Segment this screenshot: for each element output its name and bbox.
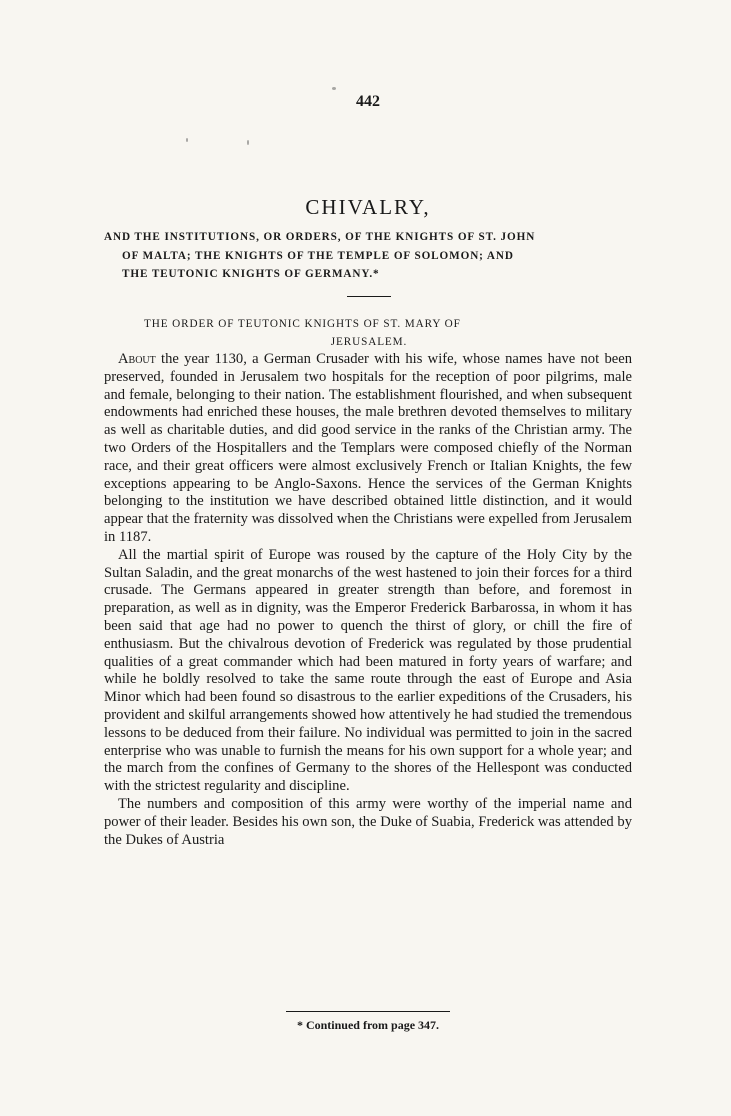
chapter-subtitle [104, 228, 632, 284]
paragraph-text: the year 1130, a German Crusader with his wife, whose names have not been preserved, founded in Jerusalem two hospitals for the reception of poor pilgrims, male and female, belonging to their nation. The establishment flourished, and when subsequent endowments had enriched these houses, the male brethren devoted themselves to military as well as charitable duties, and did good service in the ranks of the Christian army. The two Orders of the Hospitallers and the Templars were composed chiefly of the Norman race, and their great officers were almost exclusively French or Italian Knights, the few exceptions appearing to be Anglo-Saxons. Hence the services of the German Knights belonging to the institution we have described obtained little distinction, and it would appear that the fraternity was dissolved when the Christians were expelled from Jerusalem in 1187. [104, 351, 632, 545]
paragraph-lead: About [118, 351, 156, 367]
paragraph [104, 796, 632, 849]
subtitle-line: THE TEUTONIC KNIGHTS OF GERMANY.* [122, 268, 380, 280]
paragraph-text: The numbers and composition of this army were worthy of the imperial name and power of their leader. Besides his own son, the Duke of Suabia, Frederick was attended by the Dukes of Austria [104, 795, 632, 848]
subtitle-line: AND THE INSTITUTIONS, OR ORDERS, OF THE KNIGHTS OF ST. JOHN [104, 231, 536, 243]
paragraph-text: All the martial spirit of Europe was roused by the capture of the Holy City by the Sultan Saladin, and the great monarchs of the west hastened to join their forces for a third crusade. The Germans appeared in greater strength than before, and foremost in preparation, as well as in dignity, was the Emperor Frederick Barbarossa, in whom it has been said that age had no power to quench the thirst of glory, or chill the fire of enthusiasm. But the chivalrous devotion of Frederick was regulated by those prudential qualities of a great commander which had been matured in forty years of warfare; and while he boldly resolved to take the same route through the east of Europe and Asia Minor which had been found so disastrous to the earlier expeditions of the Crusaders, his provident and skilful arrangements showed how attentively he had studied the tremendous lessons to be deduced from their failure. No individual was permitted to join in the sacred enterprise who was unable to furnish the means for his own support for a whole year; and the march from the confines of Germany to the shores of the Hellespont was conducted with the strictest regularity and discipline. [104, 546, 632, 795]
footnote: * Continued from page 347. [296, 1018, 440, 1032]
body-text [104, 351, 632, 849]
section-divider [347, 296, 391, 297]
section-heading-line: THE ORDER OF TEUTONIC KNIGHTS OF ST. MARY OF [144, 318, 461, 330]
subtitle-line: OF MALTA; THE KNIGHTS OF THE TEMPLE OF SOLOMON; AND [122, 249, 514, 262]
chapter-title: CHIVALRY, [305, 195, 431, 219]
footnote-divider [286, 1011, 450, 1012]
section-heading-line: JERUSALEM. [330, 336, 408, 348]
page-number: 442 [356, 93, 380, 110]
paragraph [104, 547, 632, 796]
section-heading [144, 315, 594, 351]
paragraph [104, 351, 632, 547]
